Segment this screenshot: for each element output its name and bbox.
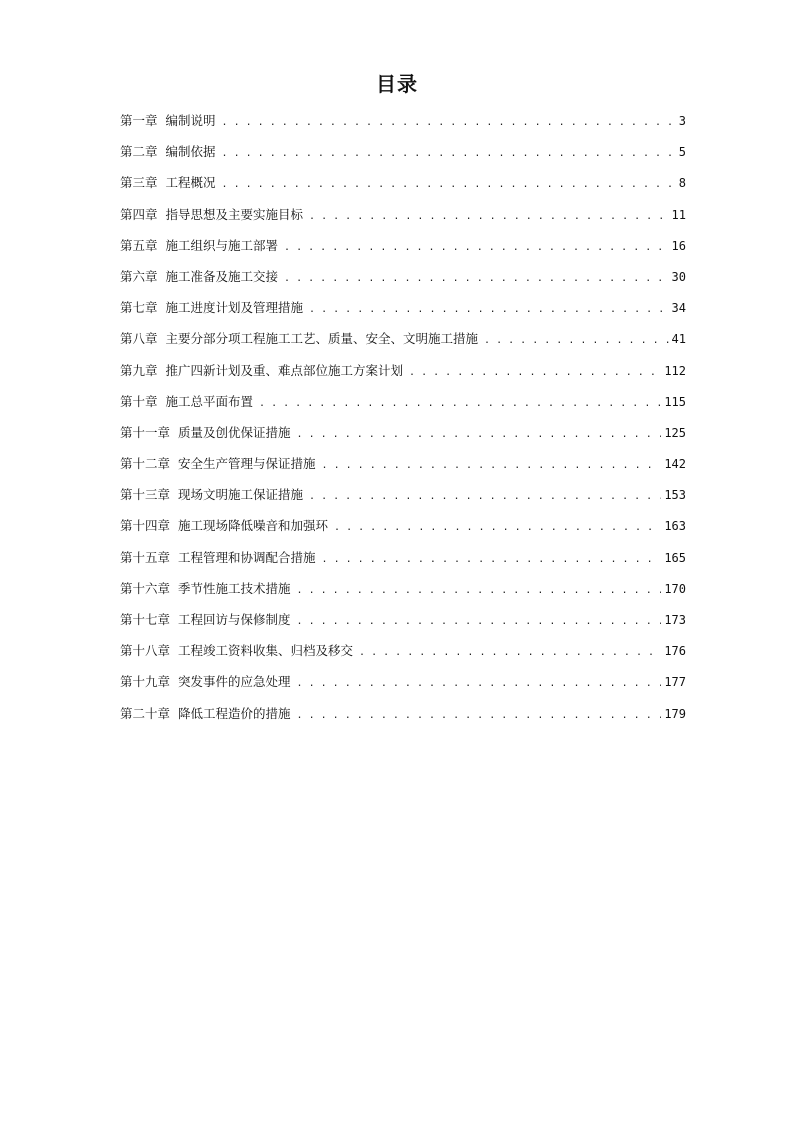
toc-leader-dots	[222, 112, 676, 134]
toc-chapter: 第一章	[120, 113, 158, 128]
toc-chapter: 第十章	[120, 393, 158, 409]
toc-leader-dots	[222, 143, 676, 165]
toc-chapter: 第六章	[120, 268, 158, 284]
toc-leader-dots	[284, 268, 669, 290]
toc-title: 主要分部分项工程施工工艺、质量、安全、文明施工措施	[165, 331, 479, 347]
toc-leader-dots	[409, 362, 661, 384]
toc-leader-dots	[297, 424, 662, 446]
page-title: 目录	[376, 72, 418, 96]
toc-leader-dots	[309, 206, 669, 228]
toc-chapter: 第二章	[120, 144, 158, 160]
toc-chapter: 第十四章	[120, 518, 171, 534]
toc-entry[interactable]	[120, 547, 686, 578]
toc-page-number: 170	[664, 581, 686, 596]
toc-leader-dots	[322, 455, 662, 477]
toc-page-number: 163	[664, 519, 686, 534]
toc-title: 编制说明	[165, 113, 216, 128]
toc-page-number: 153	[664, 488, 686, 503]
toc-leader-dots	[297, 611, 662, 633]
toc-leader-dots	[297, 705, 662, 727]
toc-leader-dots	[297, 673, 662, 695]
toc-title: 突发事件的应急处理	[178, 674, 291, 690]
toc-leader-dots	[322, 549, 662, 571]
toc-leader-dots	[309, 486, 661, 508]
toc-title: 工程管理和协调配合措施	[178, 549, 316, 565]
toc-chapter: 第十三章	[120, 487, 171, 503]
toc-leader-dots	[297, 580, 662, 602]
toc-title: 季节性施工技术措施	[178, 580, 291, 596]
toc-title: 施工总平面布置	[165, 393, 254, 409]
toc-leader-dots	[359, 642, 661, 664]
toc-title: 工程竣工资料收集、归档及移交	[178, 643, 354, 659]
toc-chapter: 第八章	[120, 331, 158, 347]
toc-entry[interactable]	[120, 391, 686, 422]
toc-chapter: 第十七章	[120, 612, 171, 627]
toc-entry[interactable]	[120, 453, 686, 484]
toc-page-number: 165	[664, 550, 686, 565]
toc-page-number: 11	[671, 207, 686, 222]
toc-title: 安全生产管理与保证措施	[178, 456, 316, 472]
toc-title: 工程回访与保修制度	[178, 612, 291, 627]
toc-entry[interactable]	[120, 172, 686, 203]
toc-title: 工程概况	[165, 175, 216, 191]
toc-entry[interactable]	[120, 609, 686, 640]
toc-leader-dots	[484, 330, 669, 352]
table-of-contents	[120, 110, 686, 734]
toc-leader-dots	[334, 517, 661, 539]
toc-entry[interactable]	[120, 640, 686, 671]
toc-entry[interactable]	[120, 297, 686, 328]
toc-page-number: 115	[664, 394, 686, 409]
toc-title: 质量及创优保证措施	[178, 424, 291, 440]
toc-page-number: 41	[671, 332, 686, 347]
toc-page-number: 173	[664, 613, 686, 627]
toc-page-number: 34	[671, 301, 686, 316]
toc-entry[interactable]	[120, 204, 686, 235]
toc-leader-dots	[222, 174, 676, 196]
toc-title: 推广四新计划及重、难点部位施工方案计划	[165, 362, 404, 378]
toc-chapter: 第十一章	[120, 424, 171, 440]
toc-entry[interactable]	[120, 328, 686, 359]
toc-page-number: 3	[678, 114, 686, 128]
toc-chapter: 第三章	[120, 175, 158, 191]
toc-page-number: 176	[664, 644, 686, 659]
toc-page-number: 30	[671, 269, 686, 284]
toc-page-number: 5	[678, 145, 686, 160]
toc-entry[interactable]	[120, 671, 686, 702]
toc-chapter: 第十五章	[120, 549, 171, 565]
toc-page-number: 8	[678, 176, 686, 191]
toc-entry[interactable]	[120, 422, 686, 453]
toc-page-number: 142	[664, 457, 686, 472]
toc-entry[interactable]	[120, 360, 686, 391]
toc-entry[interactable]	[120, 515, 686, 546]
toc-page-number: 177	[664, 675, 686, 690]
toc-entry[interactable]	[120, 703, 686, 734]
toc-chapter: 第七章	[120, 300, 158, 316]
toc-title: 指导思想及主要实施目标	[165, 206, 304, 222]
toc-title: 施工准备及施工交接	[165, 268, 279, 284]
toc-leader-dots	[259, 393, 661, 415]
toc-page-number: 125	[664, 425, 686, 440]
toc-page-number: 16	[671, 238, 686, 253]
toc-leader-dots	[309, 299, 669, 321]
toc-chapter: 第九章	[120, 362, 158, 378]
toc-title: 现场文明施工保证措施	[178, 487, 304, 503]
toc-entry[interactable]	[120, 484, 686, 515]
toc-title: 施工组织与施工部署	[165, 237, 279, 253]
toc-entry[interactable]	[120, 141, 686, 172]
toc-title: 编制依据	[165, 144, 216, 160]
toc-leader-dots	[284, 237, 669, 259]
toc-page-number: 179	[664, 706, 686, 721]
toc-entry[interactable]	[120, 110, 686, 141]
toc-title: 降低工程造价的措施	[178, 705, 291, 721]
toc-entry[interactable]	[120, 578, 686, 609]
toc-chapter: 第二十章	[120, 705, 171, 721]
toc-chapter: 第十六章	[120, 580, 171, 596]
toc-page-number: 112	[664, 363, 686, 378]
toc-title: 施工进度计划及管理措施	[165, 300, 304, 316]
toc-entry[interactable]	[120, 235, 686, 266]
toc-chapter: 第十二章	[120, 456, 171, 472]
toc-entry[interactable]	[120, 266, 686, 297]
toc-chapter: 第十八章	[120, 643, 171, 659]
toc-chapter: 第五章	[120, 237, 158, 253]
toc-chapter: 第四章	[120, 206, 158, 222]
toc-title: 施工现场降低噪音和加强环	[178, 518, 329, 534]
toc-chapter: 第十九章	[120, 674, 171, 690]
